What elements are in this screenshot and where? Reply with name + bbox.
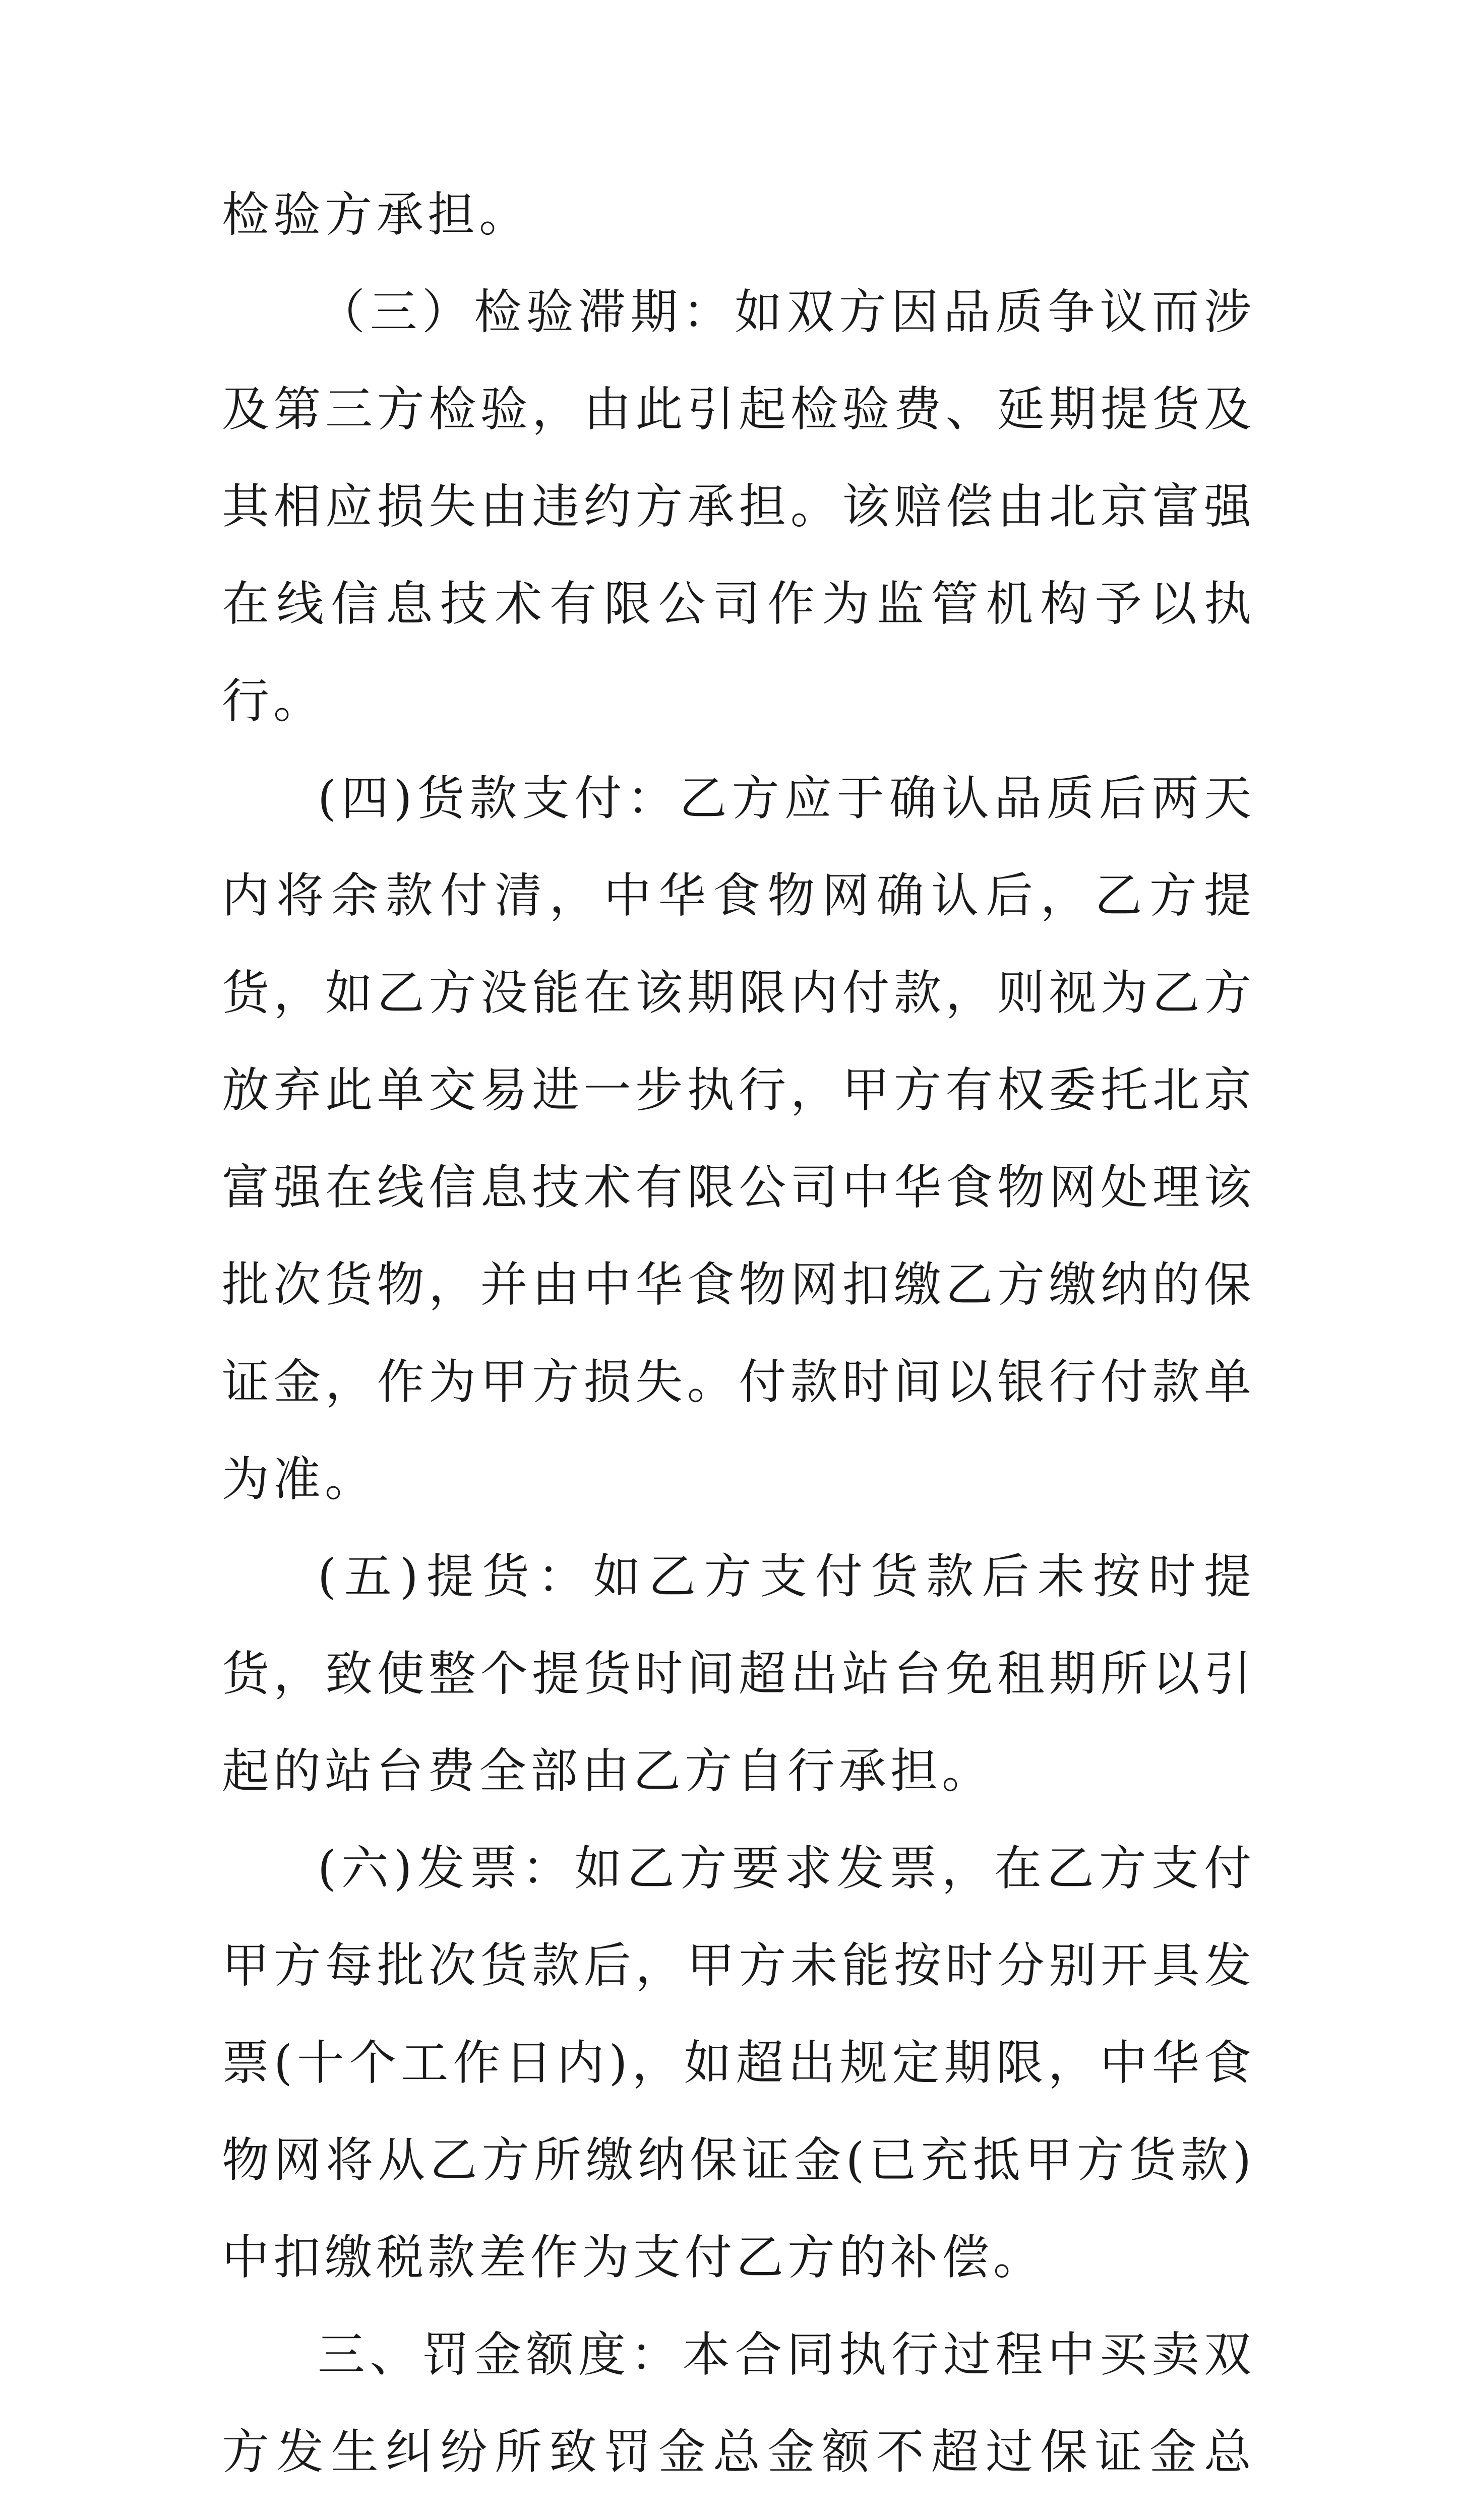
paragraph-continuation: 检验方承担。 xyxy=(222,187,531,242)
paragraph-pickup: (五)提货：如乙方支付货款后未按时提货，致使整个提货时间超出站台免租期所以引起的站台费全部由乙方自行承担。 xyxy=(222,1549,1255,1799)
document-body xyxy=(222,166,1255,2520)
paragraph-invoice: (六)发票：如乙方要求发票，在乙方支付甲方每批次货款后，甲方未能按时分别开具发票(十个工作日内)，如超出规定期限，中华食物网将从乙方所缴纳保证金(已充抵甲方货款)中扣缴税款差作为支付乙方的补偿。 xyxy=(222,1841,1255,2285)
paragraph-inspection-delay: （三）检验滞期：如双方因品质争议而涉及第三方检验，由此引起检验费、延期提货及其相应损失由违约方承担。该赔偿由北京富强在线信息技术有限公司作为监管机构予以执行。 xyxy=(222,285,1255,729)
paragraph-penalty-limit: 三、罚金额度：本合同执行过程中买卖双方发生纠纷所致罚金总金额不超过保证金总 xyxy=(222,2327,1255,2480)
paragraph-payment: (四)货款支付：乙方应于确认品质后两天内将余款付清，中华食物网确认后，乙方提货，如乙方没能在该期限内付款，则视为乙方放弃此单交易进一步执行，甲方有权委托北京富强在线信息技术有限公司中华食物网处理该批次货物，并由中华食物网扣缴乙方缴纳的保证金，作为甲方损失。付款时间以银行付款单为准。 xyxy=(222,771,1255,1507)
